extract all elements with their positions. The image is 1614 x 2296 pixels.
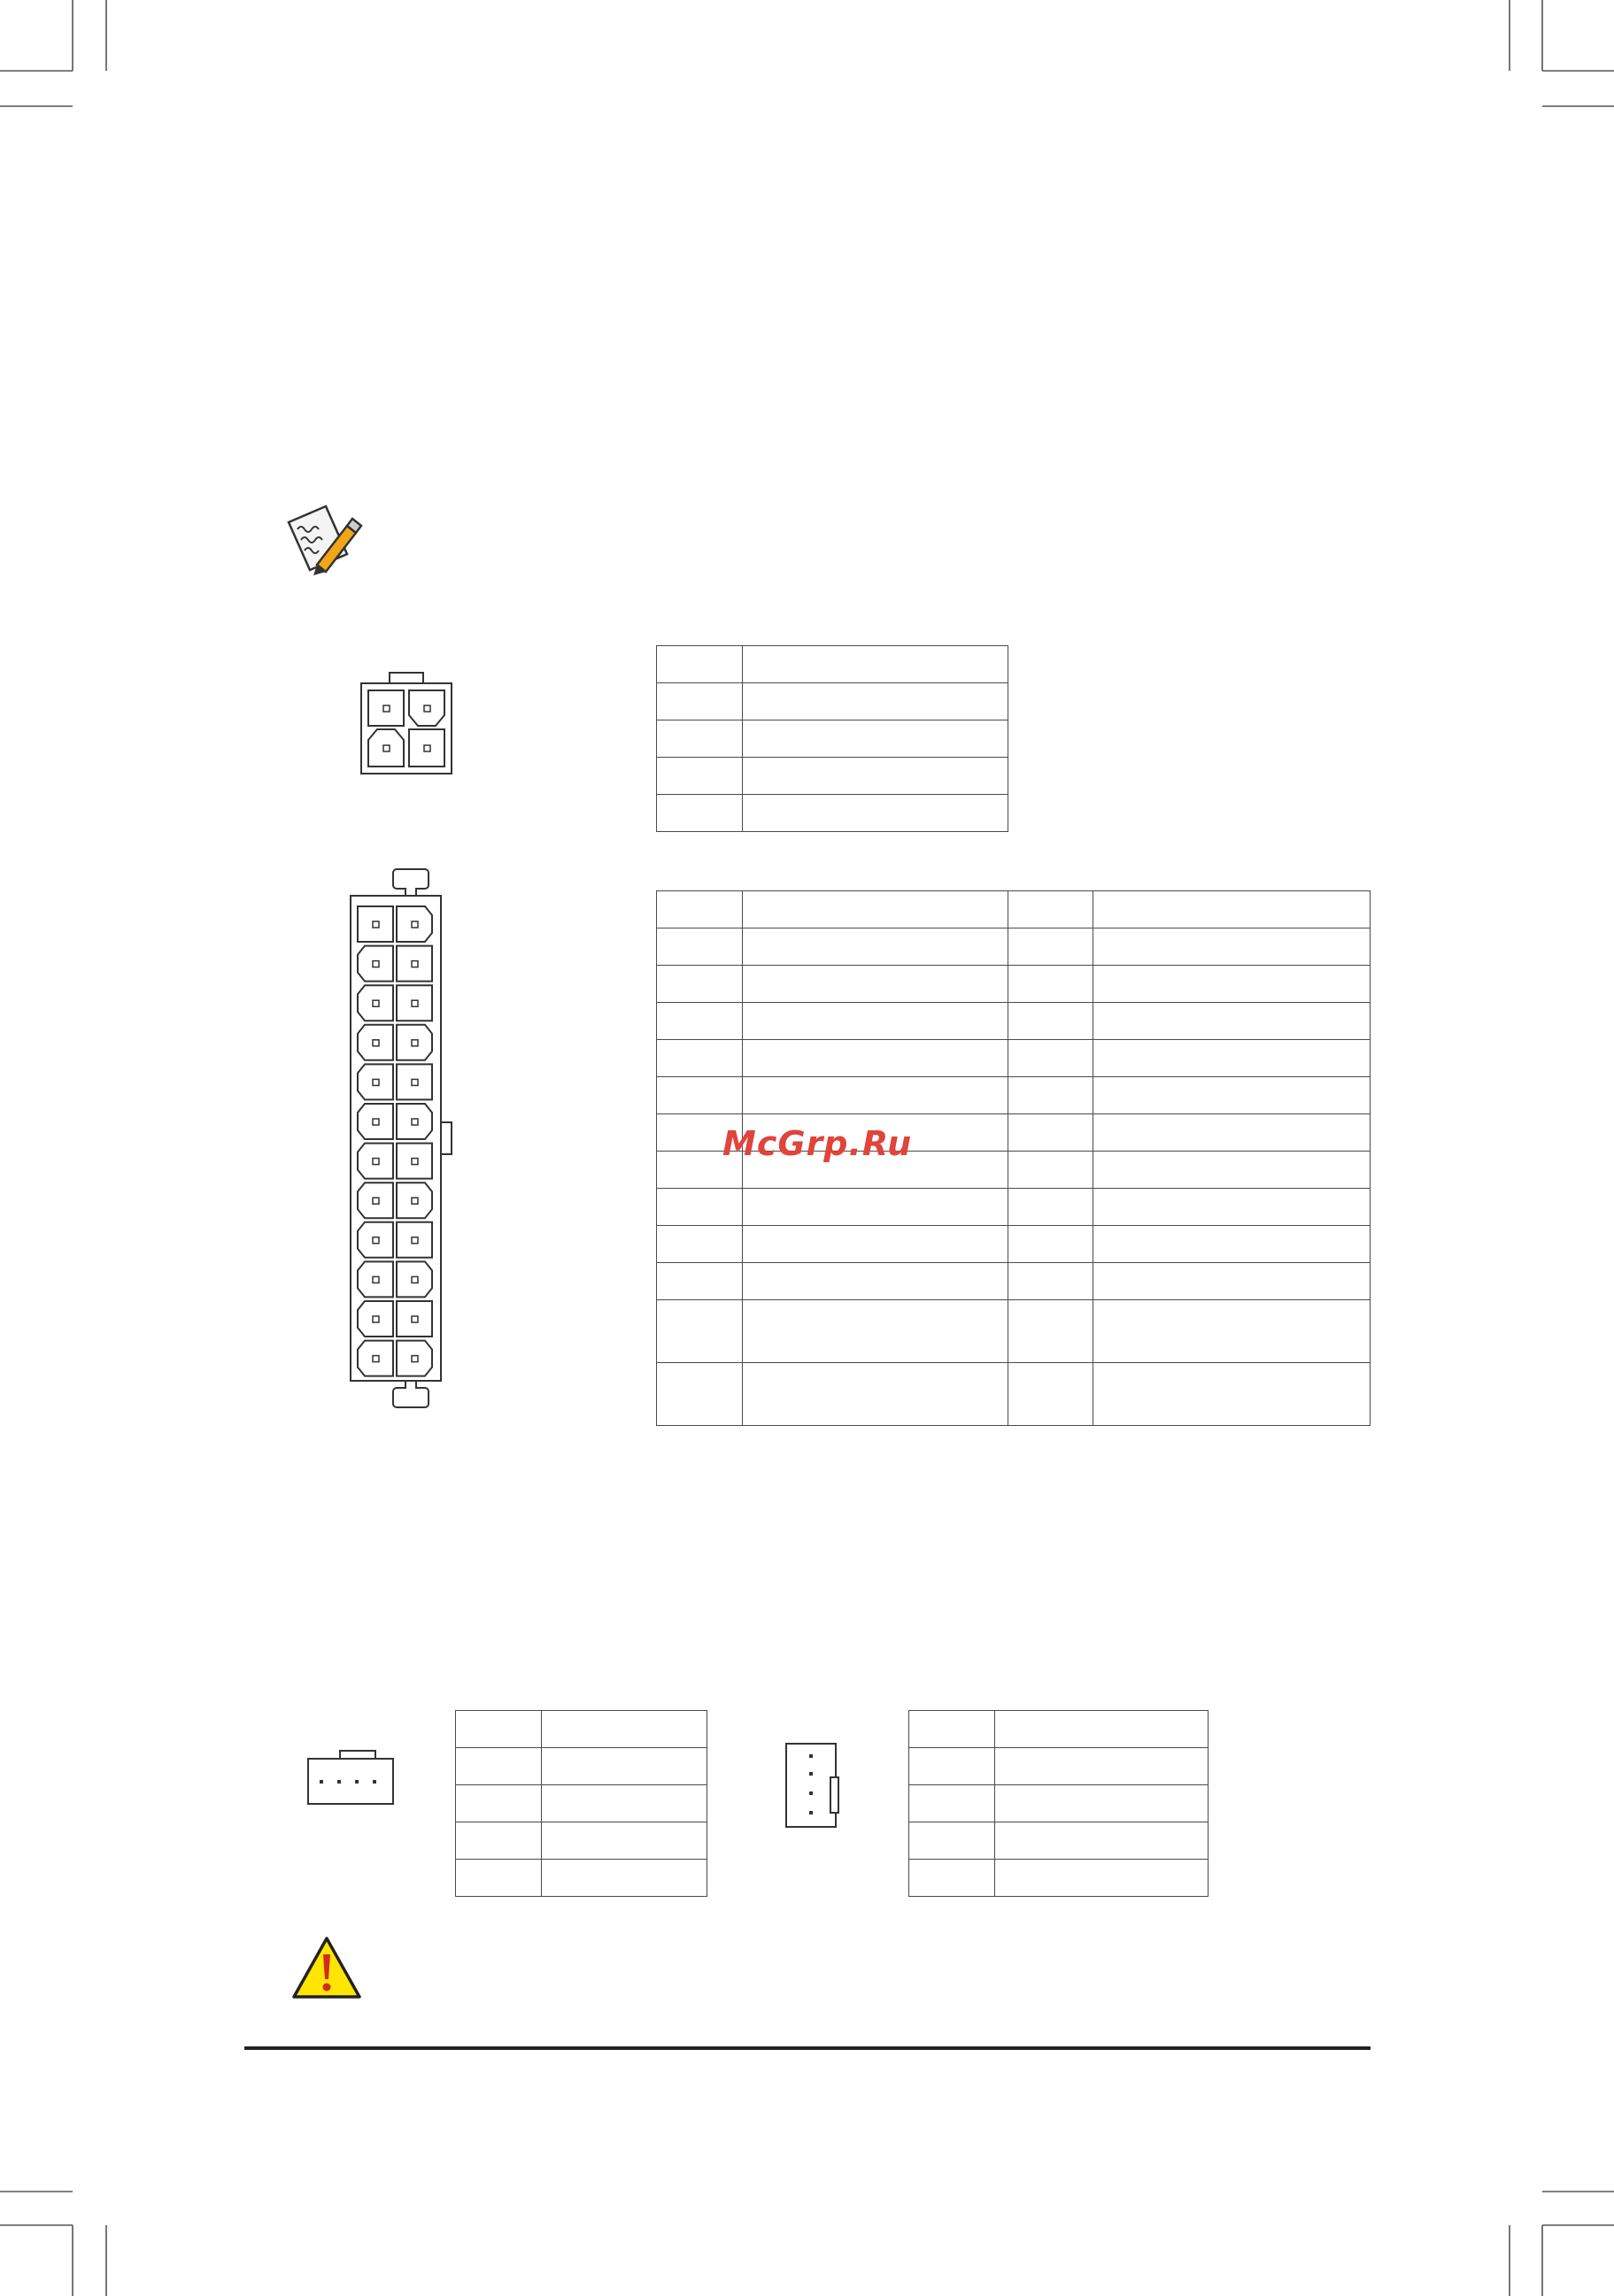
- table-row: [657, 1363, 1371, 1426]
- atx-12v-pin-table: [656, 645, 1008, 832]
- table-row: [456, 1748, 707, 1785]
- table-row: [909, 1785, 1209, 1822]
- table-row: [909, 1711, 1209, 1748]
- table-row: [657, 720, 1008, 758]
- table-row: [657, 1189, 1371, 1226]
- footer-rule: [244, 2046, 1371, 2050]
- watermark-text: McGrp.Ru: [722, 1124, 913, 1163]
- table-row: [657, 966, 1371, 1003]
- note-pencil-icon: [285, 503, 365, 575]
- table-row: [456, 1711, 707, 1748]
- table-row: [657, 1300, 1371, 1363]
- fan-header-pin-table-1: [455, 1710, 707, 1897]
- table-row: [909, 1860, 1209, 1897]
- table-row: [657, 1263, 1371, 1300]
- table-row: [657, 795, 1008, 832]
- fan-header-horizontal-diagram: [305, 1749, 397, 1807]
- table-row: [657, 928, 1371, 966]
- table-row: [456, 1860, 707, 1897]
- table-row: [909, 1748, 1209, 1785]
- table-row: [456, 1822, 707, 1860]
- table-row: [657, 683, 1008, 720]
- table-row: [657, 1040, 1371, 1077]
- fan-header-vertical-diagram: [783, 1740, 841, 1830]
- atx-12v-4pin-connector-diagram: [358, 669, 455, 781]
- table-row: [657, 758, 1008, 795]
- table-row: [657, 1003, 1371, 1040]
- fan-header-pin-table-2: [908, 1710, 1209, 1897]
- table-row: [657, 1077, 1371, 1114]
- table-row: [909, 1822, 1209, 1860]
- atx-24pin-connector-diagram: [345, 866, 460, 1413]
- table-row: [657, 646, 1008, 683]
- table-row: [456, 1785, 707, 1822]
- table-row: [657, 891, 1371, 928]
- warning-triangle-icon: [290, 1935, 363, 2000]
- table-row: [657, 1226, 1371, 1263]
